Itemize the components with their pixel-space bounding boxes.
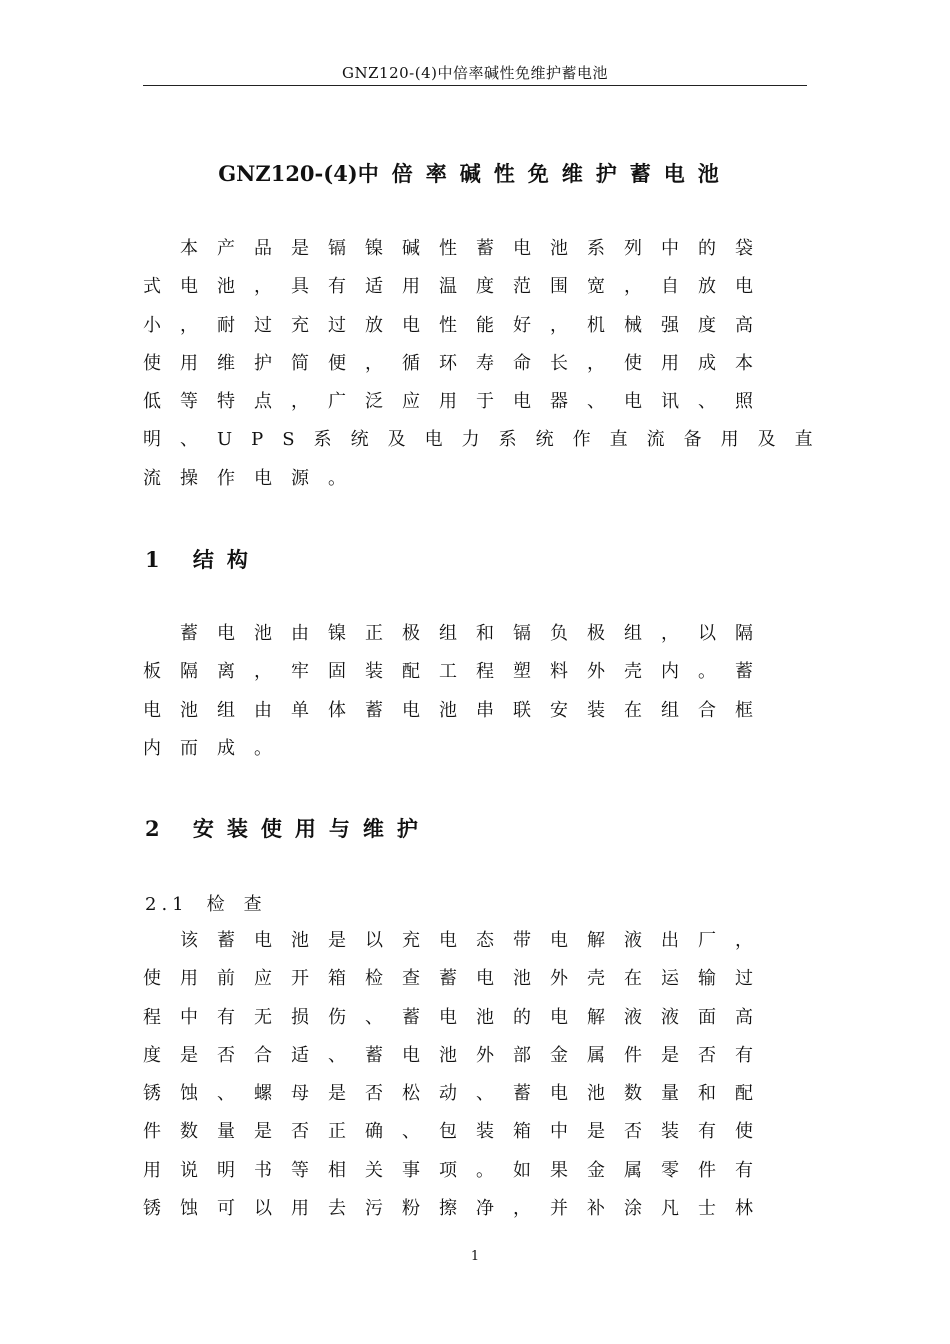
section-heading-structure: 1 结构 — [145, 547, 261, 572]
running-header: GNZ120-(4)中倍率碱性免维护蓄电池 — [342, 64, 608, 82]
paragraph-line: 蓄电池由镍正极组和镉负极组，以隔 — [143, 623, 772, 644]
page-number: 1 — [470, 1249, 480, 1264]
header-divider — [143, 85, 807, 86]
section-heading-installation: 2 安装使用与维护 — [145, 816, 431, 841]
paragraph-line: 板隔离，牢固装配工程塑料外壳内。蓄 — [143, 661, 772, 683]
paragraph-line: 式电池，具有适用温度范围宽，自放电 — [143, 276, 772, 298]
title-model: GNZ120-(4) — [218, 161, 358, 186]
paragraph-line: 度是否合适、蓄电池外部金属件是否有 — [143, 1044, 772, 1066]
paragraph-line: 程中有无损伤、蓄电池的电解液液面高 — [143, 1006, 772, 1028]
paragraph-line: 锈蚀、螺母是否松动、蓄电池数量和配 — [143, 1083, 772, 1105]
inspection-paragraph — [143, 922, 813, 1228]
paragraph-line: 使用维护简便，循环寿命长，使用成本 — [143, 352, 772, 374]
paragraph-line: 件数量是否正确、包装箱中是否装有使 — [143, 1121, 772, 1143]
subsection-heading-inspection — [145, 890, 281, 916]
paragraph-line: 使用前应开箱检查蓄电池外壳在运输过 — [143, 968, 772, 990]
paragraph-line: 锈蚀可以用去污粉擦净，并补涂凡士林 — [143, 1198, 772, 1220]
subsection-number: 2.1 — [145, 894, 189, 915]
paragraph-line: 明、UPS系统及电力系统作直流备用及直 — [143, 429, 832, 451]
paragraph-line: 用说明书等相关事项。如果金属零件有 — [143, 1159, 772, 1181]
title-text: 中倍率碱性免维护蓄电池 — [357, 161, 732, 186]
paragraph-line: 内而成。 — [143, 737, 291, 759]
paragraph-line: 本产品是镉镍碱性蓄电池系列中的袋 — [143, 238, 772, 259]
paragraph-line: 该蓄电池是以充电态带电解液出厂， — [143, 930, 772, 951]
paragraph-line: 流操作电源。 — [143, 467, 365, 489]
intro-paragraph — [143, 230, 832, 498]
subsection-title: 检查 — [206, 894, 281, 915]
document-title — [143, 158, 807, 188]
paragraph-line: 低等特点，广泛应用于电器、电讯、照 — [143, 391, 772, 413]
structure-paragraph — [143, 615, 813, 768]
paragraph-line: 小，耐过充过放电性能好，机械强度高 — [143, 314, 772, 336]
paragraph-line: 电池组由单体蓄电池串联安装在组合框 — [143, 699, 772, 721]
